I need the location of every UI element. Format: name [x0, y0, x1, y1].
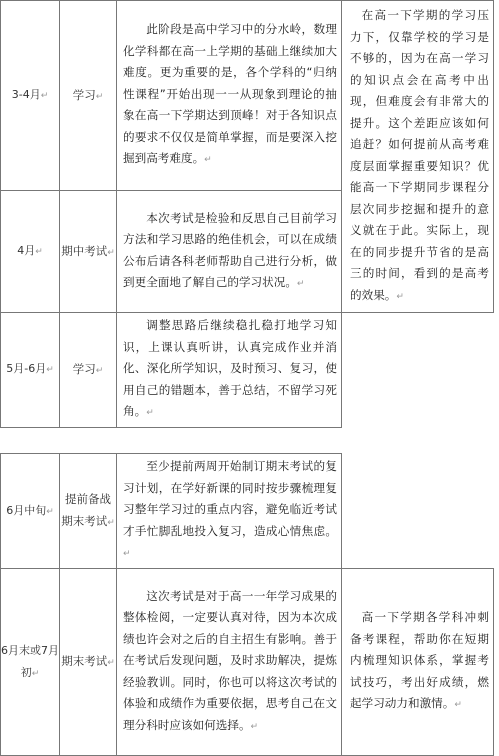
empty-cell	[342, 454, 494, 569]
type-cell	[60, 313, 117, 428]
desc-text: 此阶段是高中学习中的分水岭，数理化学科都在高一上学期的基础上继续加大难度。更为重要的是，各个学科的“归纳性课程”开始出现一一从现象到理论的抽象在高一下学期达到顶峰！对于各知识点的要求不仅仅是简单掌握，而是要深入挖掘到高考难度。	[123, 22, 337, 166]
table-row	[1, 1, 494, 191]
desc-text: 本次考试是检验和反思自己目前学习方法和学习思路的绝佳机会，可以在成绩公布后请各科老师帮助自己进行分析，做到更全面地了解自己的学习状况。	[123, 210, 337, 290]
month-text: 4月	[17, 244, 36, 258]
paragraph-mark-icon: ↵	[46, 506, 54, 517]
type-cell	[60, 454, 117, 569]
paragraph-mark-icon: ↵	[95, 365, 104, 376]
paragraph-mark-icon: ↵	[296, 279, 305, 290]
paragraph-mark-icon: ↵	[95, 91, 104, 102]
paragraph-mark-icon: ↵	[40, 91, 49, 102]
month-cell	[1, 313, 60, 428]
side-note-text: 在高一下学期的学习压力下，仅靠学校的学习是不够的，因为在高一学习的知识点会在高考中出现，但难度会有非常大的提升。这个差距应该如何追赶？如何提前从高考难度层面掌握重要知识？优能高一下学期同步课程分层次同步挖掘和提升的意义就在于此。实际上，现在的同步提升节省的是高三的时间，看到的是高考的效果。	[350, 8, 489, 302]
paragraph-mark-icon: ↵	[146, 408, 154, 418]
desc-text: 调整思路后继续稳扎稳打地学习知识，上课认真听讲，认真完成作业并消化、深化所学知识，及时预习、复习，使用自己的错题本，善于总结，不留学习死角。	[123, 318, 337, 418]
paragraph-mark-icon: ↵	[107, 247, 115, 258]
paragraph-mark-icon: ↵	[250, 721, 259, 732]
table-row	[1, 454, 494, 569]
month-cell	[1, 1, 60, 191]
month-text: 5月-6月	[6, 362, 47, 376]
desc-cell	[117, 569, 342, 756]
desc-text: 这次考试是对于高一一年学习成果的整体检阅，一定要认真对待，因为本次成绩也许会对之后的自主招生有影响。善于在考试后发现问题，及时求助解决，提炼经验教训。同时，你也可以将这次考试的体验和成绩作为重要依据，思考自己在文理分科时应该如何选择。	[123, 588, 337, 732]
empty-cell	[342, 313, 494, 428]
paragraph-mark-icon: ↵	[454, 700, 462, 711]
type-text: 期末考试	[61, 654, 108, 668]
month-text: 6月中旬	[6, 503, 47, 517]
paragraph-mark-icon: ↵	[123, 549, 131, 560]
table-row	[1, 313, 494, 428]
paragraph-mark-icon: ↵	[107, 658, 115, 668]
type-text: 学习	[72, 87, 96, 102]
month-text: 3-4月	[11, 88, 41, 102]
desc-cell	[117, 313, 342, 428]
type-cell	[60, 569, 117, 756]
type-cell	[60, 1, 117, 191]
desc-text: 至少提前两周开始制订期末考试的复习计划，在学好新课的同时按步骤梳理复习整年学习过的重点内容，避免临近考试才手忙脚乱地投入复习，造成心情焦虑。	[123, 459, 337, 538]
type-text: 提前备战期末考试	[61, 492, 111, 528]
plan-table-bottom	[0, 453, 494, 756]
paragraph-mark-icon: ↵	[46, 365, 54, 376]
side-note-text: 高一下学期各学科冲刺备考课程，帮助你在短期内梳理知识体系，掌握考试技巧，考出好成绩，燃起学习动力和激情。	[350, 610, 489, 711]
month-cell	[1, 454, 60, 569]
type-text: 学习	[72, 361, 96, 376]
type-text: 期中考试	[61, 243, 108, 258]
desc-cell	[117, 454, 342, 569]
desc-cell	[117, 191, 342, 313]
paragraph-mark-icon: ↵	[396, 291, 404, 302]
paragraph-mark-icon: ↵	[31, 668, 40, 679]
paragraph-mark-icon: ↵	[35, 247, 43, 258]
paragraph-mark-icon: ↵	[204, 155, 212, 166]
desc-cell	[117, 1, 342, 191]
side-note-cell	[342, 569, 494, 756]
month-text: 6月末或7月初	[1, 643, 59, 679]
type-cell	[60, 191, 117, 313]
month-cell	[1, 191, 60, 313]
table-row	[1, 569, 494, 756]
month-cell	[1, 569, 60, 756]
paragraph-mark-icon: ↵	[107, 518, 115, 528]
side-note-cell	[342, 1, 494, 313]
